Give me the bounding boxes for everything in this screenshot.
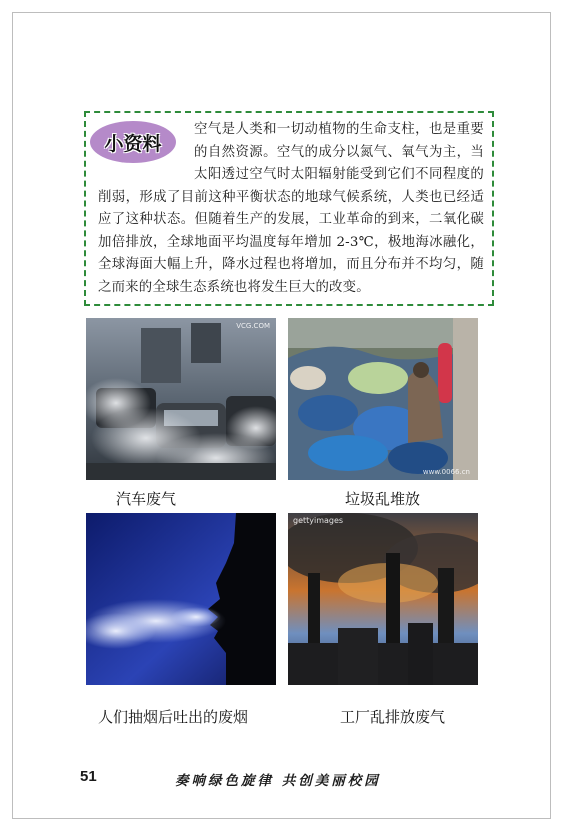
factory-photo xyxy=(288,513,478,685)
photo-caption: 人们抽烟后吐出的废烟 xyxy=(98,708,249,726)
info-box xyxy=(84,111,494,306)
photo-watermark: gettyimages xyxy=(293,516,344,525)
photo-caption: 工厂乱排放废气 xyxy=(340,708,446,726)
photo-caption: 垃圾乱堆放 xyxy=(345,490,421,508)
info-badge-label: 小资料 xyxy=(104,132,162,155)
car-exhaust-photo xyxy=(86,318,276,480)
smoking-photo xyxy=(86,513,276,685)
garbage-photo xyxy=(288,318,478,480)
photo-watermark: www.0066.cn xyxy=(422,468,470,476)
info-badge xyxy=(90,121,176,163)
photo-watermark: VCG.COM xyxy=(236,322,270,330)
footer-title: 奏响绿色旋律 共创美丽校园 xyxy=(175,773,381,789)
info-paragraph: 空气是人类和一切动植物的生命支柱，也是重要的自然资源。空气的成分以氮气、氧气为主，当太阳透过空气时太阳辐射能受到它们不同程度的削弱，形成了目前这种平衡状态的地球气候系统，人类也已经适应了这种状态。但随着生产的发展，工业革命的到来，二氧化碳加倍排放，全球地面平均温度每年增加 2-3℃，极地海冰融化，全球海面大幅上升，降水过程也将增加，而且分布并不均匀，随之而来的全球生态系统也将发生巨大的改变。 xyxy=(98,122,484,295)
photo-caption: 汽车废气 xyxy=(116,490,177,508)
page-number: 51 xyxy=(80,768,97,785)
